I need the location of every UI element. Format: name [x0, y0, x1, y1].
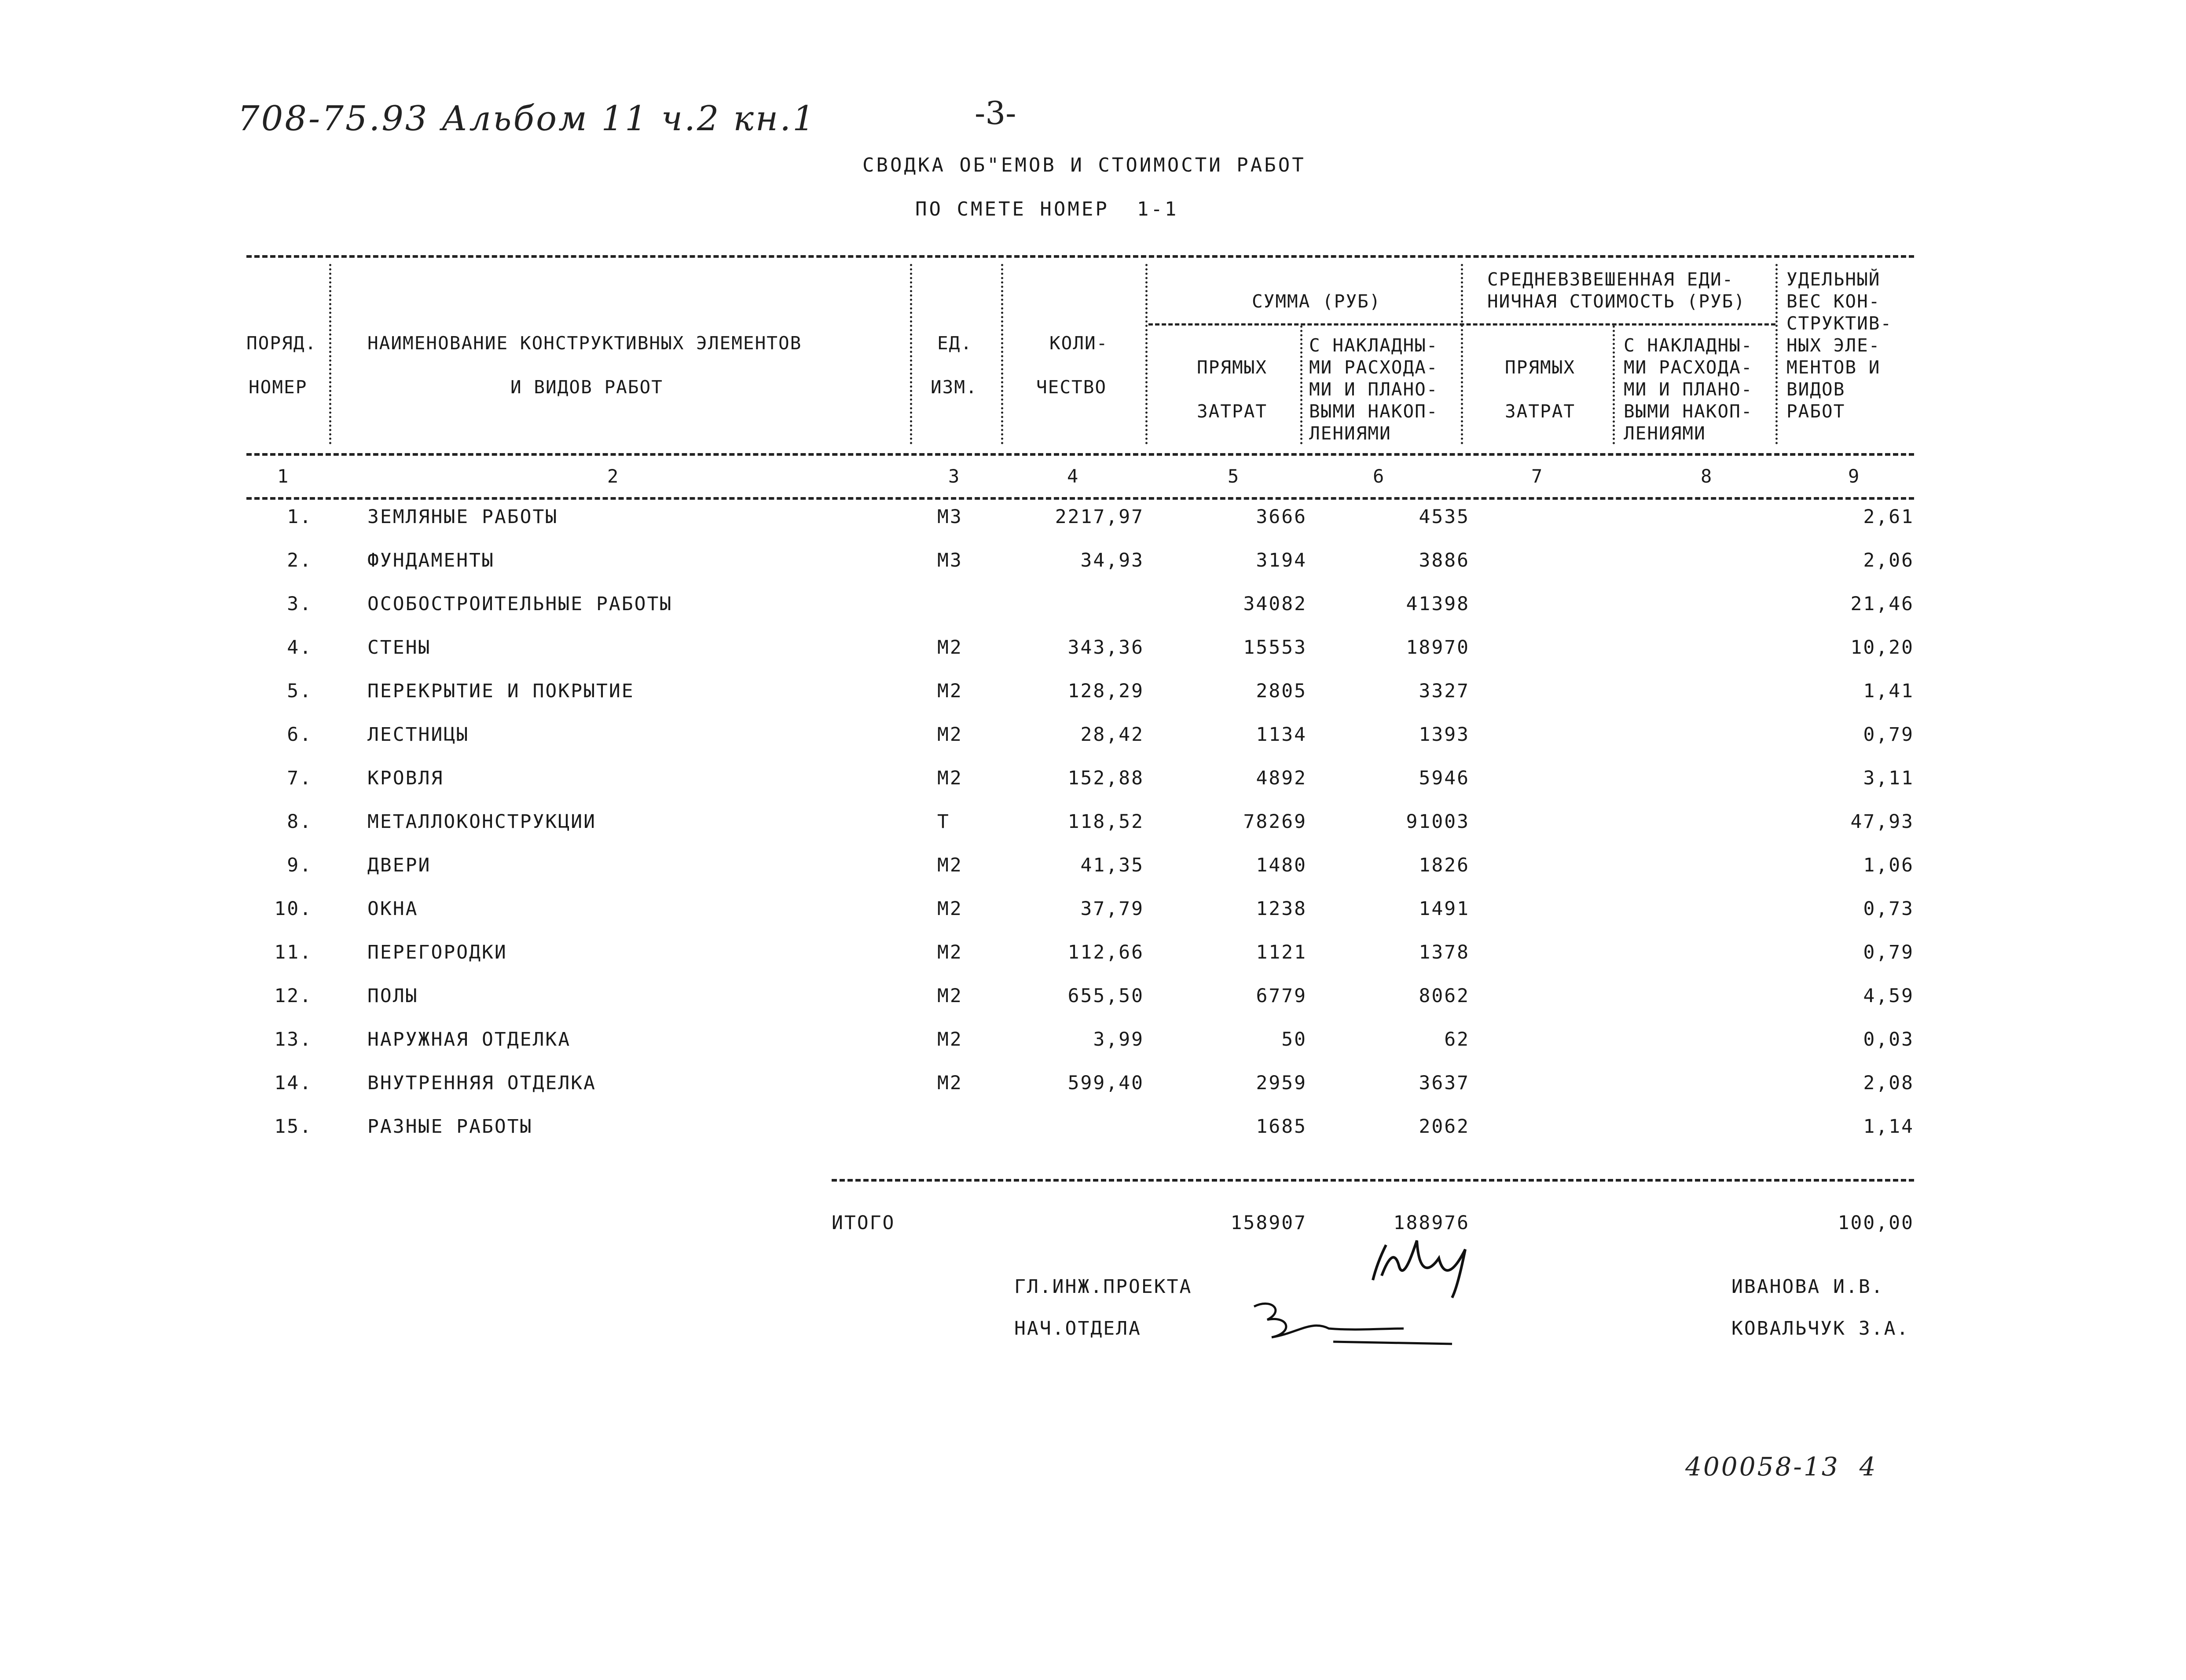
row-qty: 128,29: [1067, 680, 1144, 702]
sum-group-header: СУММА (РУБ): [1252, 291, 1381, 312]
col5-header-a: ПРЯМЫХ: [1197, 357, 1268, 378]
row-direct: 1121: [1256, 941, 1307, 963]
row-number: 8.: [287, 811, 312, 833]
row-unit: М2: [937, 680, 963, 702]
colnum-1: 1: [277, 465, 290, 487]
row-direct: 34082: [1243, 593, 1307, 615]
row-direct: 1238: [1256, 898, 1307, 920]
row-number: 13.: [274, 1028, 312, 1050]
row-share: 1,06: [1863, 854, 1914, 876]
col6-header-b: МИ РАСХОДА-: [1309, 357, 1438, 378]
total-label: ИТОГО: [832, 1212, 895, 1234]
row-share: 2,06: [1863, 549, 1914, 571]
table-row: [0, 637, 2186, 681]
row-name: ФУНДАМЕНТЫ: [367, 549, 495, 571]
row-share: 10,20: [1850, 637, 1914, 659]
col7-header-b: ЗАТРАТ: [1505, 401, 1576, 422]
row-direct: 4892: [1256, 767, 1307, 789]
row-name: ОКНА: [367, 898, 418, 920]
head-dept-title: НАЧ.ОТДЕЛА: [1014, 1318, 1141, 1340]
row-number: 14.: [274, 1072, 312, 1094]
row-overhead: 8062: [1419, 985, 1470, 1007]
row-share: 3,11: [1863, 767, 1914, 789]
row-share: 0,73: [1863, 898, 1914, 920]
col7-header-a: ПРЯМЫХ: [1505, 357, 1576, 378]
col9-header-g: РАБОТ: [1786, 401, 1845, 422]
row-share: 47,93: [1850, 811, 1914, 833]
row-qty: 3,99: [1093, 1028, 1144, 1050]
table-row: [0, 767, 2186, 811]
row-direct: 2805: [1256, 680, 1307, 702]
col8-header-e: ЛЕНИЯМИ: [1624, 423, 1706, 444]
row-qty: 118,52: [1067, 811, 1144, 833]
row-overhead: 3886: [1419, 549, 1470, 571]
row-number: 7.: [287, 767, 312, 789]
colnum-7: 7: [1531, 465, 1544, 487]
row-qty: 28,42: [1080, 724, 1144, 746]
row-name: ПЕРЕГОРОДКИ: [367, 941, 507, 963]
table-row: [0, 549, 2186, 593]
stamp-code: 400058-13 4: [1685, 1452, 1878, 1482]
table-row: [0, 724, 2186, 768]
row-qty: 2217,97: [1055, 506, 1144, 528]
row-direct: 6779: [1256, 985, 1307, 1007]
table-row: [0, 1072, 2186, 1116]
table-row: [0, 1116, 2186, 1160]
group-subrule: [1148, 323, 1775, 326]
row-share: 4,59: [1863, 985, 1914, 1007]
col8-header-a: С НАКЛАДНЫ-: [1624, 335, 1753, 356]
col4-header-a: КОЛИ-: [1049, 333, 1108, 354]
col9-header-a: УДЕЛЬНЫЙ: [1786, 269, 1881, 290]
total-share: 100,00: [1838, 1212, 1914, 1234]
row-name: ПОЛЫ: [367, 985, 418, 1007]
table-row: [0, 811, 2186, 855]
row-unit: М2: [937, 767, 963, 789]
col9-header-b: ВЕС КОН-: [1786, 291, 1881, 312]
row-qty: 112,66: [1067, 941, 1144, 963]
col8-header-d: ВЫМИ НАКОП-: [1624, 401, 1753, 422]
avg-group-header-a: СРЕДНЕВЗВЕШЕННАЯ ЕДИ-: [1487, 269, 1734, 290]
colnum-5: 5: [1228, 465, 1240, 487]
row-overhead: 91003: [1406, 811, 1470, 833]
row-unit: М3: [937, 549, 963, 571]
row-share: 1,41: [1863, 680, 1914, 702]
row-share: 1,14: [1863, 1116, 1914, 1138]
row-unit: М2: [937, 941, 963, 963]
row-overhead: 3327: [1419, 680, 1470, 702]
row-name: ЗЕМЛЯНЫЕ РАБОТЫ: [367, 506, 558, 528]
row-direct: 1685: [1256, 1116, 1307, 1138]
head-dept-name: КОВАЛЬЧУК З.А.: [1731, 1318, 1910, 1340]
row-direct: 78269: [1243, 811, 1307, 833]
row-number: 15.: [274, 1116, 312, 1138]
row-name: СТЕНЫ: [367, 637, 431, 659]
table-row: [0, 941, 2186, 985]
colnum-bottom-rule: [246, 497, 1914, 500]
row-share: 21,46: [1850, 593, 1914, 615]
chief-engineer-signature: [1364, 1223, 1496, 1302]
row-overhead: 1826: [1419, 854, 1470, 876]
page-title: СВОДКА ОБ"ЕМОВ И СТОИМОСТИ РАБОТ: [862, 154, 1306, 176]
row-number: 3.: [287, 593, 312, 615]
row-unit: М2: [937, 898, 963, 920]
row-qty: 41,35: [1080, 854, 1144, 876]
row-overhead: 2062: [1419, 1116, 1470, 1138]
total-overhead: 188976: [1393, 1212, 1470, 1234]
row-qty: 37,79: [1080, 898, 1144, 920]
colnum-3: 3: [948, 465, 961, 487]
row-unit: Т: [937, 811, 950, 833]
colnum-4: 4: [1067, 465, 1080, 487]
row-share: 2,08: [1863, 1072, 1914, 1094]
table-row: [0, 898, 2186, 942]
row-qty: 152,88: [1067, 767, 1144, 789]
row-name: ЛЕСТНИЦЫ: [367, 724, 469, 746]
row-unit: М2: [937, 1072, 963, 1094]
col9-header-e: МЕНТОВ И: [1786, 357, 1881, 378]
col6-header-a: С НАКЛАДНЫ-: [1309, 335, 1438, 356]
row-overhead: 4535: [1419, 506, 1470, 528]
table-row: [0, 593, 2186, 637]
table-top-rule: [246, 255, 1914, 258]
col2-header-a: НАИМЕНОВАНИЕ КОНСТРУКТИВНЫХ ЭЛЕМЕНТОВ: [367, 333, 802, 354]
col4-header-b: ЧЕСТВО: [1036, 377, 1107, 398]
row-number: 9.: [287, 854, 312, 876]
row-number: 5.: [287, 680, 312, 702]
col6-header-e: ЛЕНИЯМИ: [1309, 423, 1391, 444]
col3-header-a: ЕД.: [937, 333, 973, 354]
head-dept-signature: [1245, 1293, 1456, 1351]
colnum-2: 2: [607, 465, 620, 487]
row-unit: М2: [937, 854, 963, 876]
row-name: КРОВЛЯ: [367, 767, 444, 789]
row-qty: 599,40: [1067, 1072, 1144, 1094]
row-overhead: 18970: [1406, 637, 1470, 659]
row-overhead: 62: [1444, 1028, 1470, 1050]
row-number: 4.: [287, 637, 312, 659]
table-row: [0, 854, 2186, 898]
row-direct: 1134: [1256, 724, 1307, 746]
row-direct: 3666: [1256, 506, 1307, 528]
col1-header-a: ПОРЯД.: [246, 333, 317, 354]
row-overhead: 1378: [1419, 941, 1470, 963]
row-unit: М2: [937, 724, 963, 746]
row-number: 6.: [287, 724, 312, 746]
row-direct: 2959: [1256, 1072, 1307, 1094]
col9-header-f: ВИДОВ: [1786, 379, 1845, 400]
row-share: 0,79: [1863, 941, 1914, 963]
col2-header-b: И ВИДОВ РАБОТ: [510, 377, 663, 398]
col9-header-c: СТРУКТИВ-: [1786, 313, 1893, 334]
row-share: 2,61: [1863, 506, 1914, 528]
colnum-8: 8: [1701, 465, 1713, 487]
row-unit: М2: [937, 1028, 963, 1050]
row-qty: 34,93: [1080, 549, 1144, 571]
colnum-9: 9: [1848, 465, 1861, 487]
album-reference: 708-75.93 Альбом 11 ч.2 кн.1: [238, 99, 816, 139]
col8-header-b: МИ РАСХОДА-: [1624, 357, 1753, 378]
row-overhead: 41398: [1406, 593, 1470, 615]
row-unit: М2: [937, 985, 963, 1007]
table-row: [0, 985, 2186, 1029]
row-overhead: 3637: [1419, 1072, 1470, 1094]
row-name: ДВЕРИ: [367, 854, 431, 876]
avg-group-header-b: НИЧНАЯ СТОИМОСТЬ (РУБ): [1487, 291, 1746, 312]
row-share: 0,79: [1863, 724, 1914, 746]
header-bottom-rule: [246, 453, 1914, 456]
row-name: ОСОБОСТРОИТЕЛЬНЫЕ РАБОТЫ: [367, 593, 673, 615]
row-name: РАЗНЫЕ РАБОТЫ: [367, 1116, 533, 1138]
row-number: 1.: [287, 506, 312, 528]
col9-header-d: НЫХ ЭЛЕ-: [1786, 335, 1881, 356]
row-unit: М2: [937, 637, 963, 659]
row-number: 10.: [274, 898, 312, 920]
table-row: [0, 506, 2186, 550]
chief-engineer-name: ИВАНОВА И.В.: [1731, 1276, 1884, 1298]
row-direct: 50: [1281, 1028, 1307, 1050]
row-number: 11.: [274, 941, 312, 963]
col8-header-c: МИ И ПЛАНО-: [1624, 379, 1753, 400]
row-overhead: 5946: [1419, 767, 1470, 789]
row-overhead: 1491: [1419, 898, 1470, 920]
row-name: ВНУТРЕННЯЯ ОТДЕЛКА: [367, 1072, 596, 1094]
row-name: ПЕРЕКРЫТИЕ И ПОКРЫТИЕ: [367, 680, 635, 702]
col6-header-d: ВЫМИ НАКОП-: [1309, 401, 1438, 422]
page-number: -3-: [975, 95, 1016, 132]
row-direct: 3194: [1256, 549, 1307, 571]
row-unit: М3: [937, 506, 963, 528]
col3-header-b: ИЗМ.: [931, 377, 978, 398]
row-direct: 15553: [1243, 637, 1307, 659]
row-qty: 655,50: [1067, 985, 1144, 1007]
col1-header-b: НОМЕР: [249, 377, 308, 398]
chief-engineer-title: ГЛ.ИНЖ.ПРОЕКТА: [1014, 1276, 1192, 1298]
colnum-6: 6: [1373, 465, 1386, 487]
row-overhead: 1393: [1419, 724, 1470, 746]
total-direct: 158907: [1230, 1212, 1307, 1234]
col5-header-b: ЗАТРАТ: [1197, 401, 1268, 422]
row-qty: 343,36: [1067, 637, 1144, 659]
table-row: [0, 1028, 2186, 1072]
row-share: 0,03: [1863, 1028, 1914, 1050]
page-subtitle: ПО СМЕТЕ НОМЕР 1-1: [915, 198, 1179, 220]
row-number: 12.: [274, 985, 312, 1007]
row-number: 2.: [287, 549, 312, 571]
row-direct: 1480: [1256, 854, 1307, 876]
row-name: НАРУЖНАЯ ОТДЕЛКА: [367, 1028, 571, 1050]
row-name: МЕТАЛЛОКОНСТРУКЦИИ: [367, 811, 596, 833]
total-rule: [832, 1179, 1914, 1182]
col6-header-c: МИ И ПЛАНО-: [1309, 379, 1438, 400]
table-row: [0, 680, 2186, 724]
